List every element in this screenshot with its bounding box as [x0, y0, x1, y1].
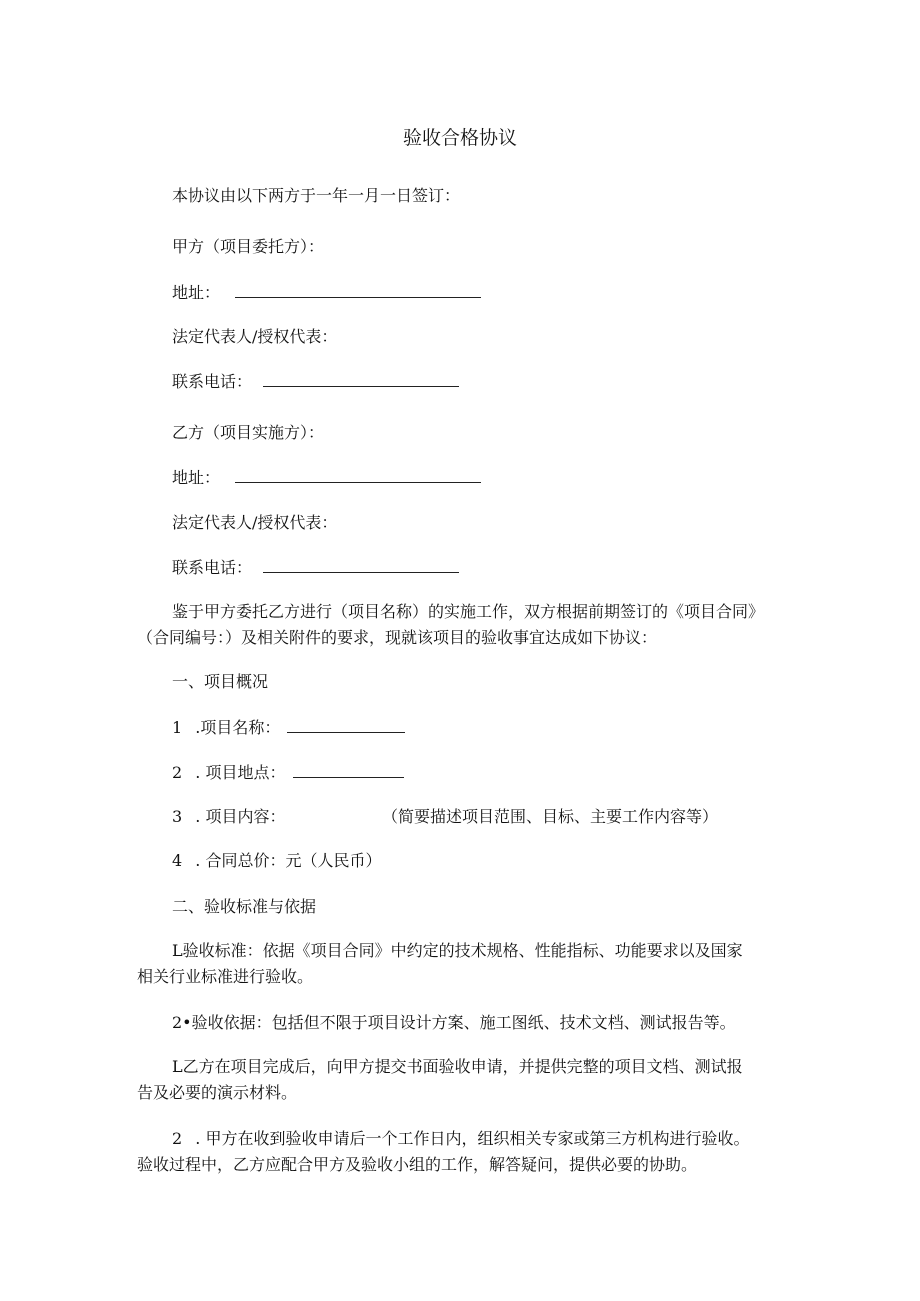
standard-line-1: L验收标准：依据《项目合同》中约定的技术规格、性能指标、功能要求以及国家 — [172, 941, 743, 960]
basis-line: 2•验收依据：包括但不限于项目设计方案、施工图纸、技术文档、测试报告等。 — [172, 1013, 736, 1032]
project-name-blank[interactable] — [287, 718, 405, 733]
item-1-number: 1 — [172, 718, 183, 737]
section-1-heading: 一、项目概况 — [172, 672, 269, 691]
party-b-phone-label: 联系电话： — [172, 558, 253, 577]
party-a-phone-blank[interactable] — [263, 372, 459, 387]
party-a-address-blank[interactable] — [235, 283, 481, 298]
preamble-line-1: 鉴于甲方委托乙方进行（项目名称）的实施工作，双方根据前期签订的《项目合同》 — [172, 602, 765, 621]
contract-price-line — [172, 850, 381, 872]
item-3-number: 3 — [172, 807, 183, 826]
item-2-number: 2 — [172, 763, 183, 782]
project-location-blank[interactable] — [293, 763, 404, 778]
party-b-rep-label: 法定代表人/授权代表： — [172, 513, 338, 532]
party-b-label: 乙方（项目实施方）： — [172, 423, 325, 442]
item-1-label: .项目名称： — [195, 718, 281, 737]
intro-text: 本协议由以下两方于一年一月一日签订： — [172, 186, 461, 205]
preamble-line-2: （合同编号：）及相关附件的要求，现就该项目的验收事宜达成如下协议： — [137, 628, 658, 647]
section-2-heading: 二、验收标准与依据 — [172, 897, 317, 916]
project-location-line — [172, 762, 404, 784]
procedure-1-line-2: 告及必要的演示材料。 — [137, 1083, 298, 1102]
project-name-line — [172, 717, 405, 739]
project-content-line — [172, 806, 285, 828]
party-a-label: 甲方（项目委托方）： — [172, 237, 325, 256]
party-a-phone-line — [172, 371, 459, 393]
party-a-address-label: 地址： — [172, 283, 221, 302]
party-b-address-label: 地址： — [172, 468, 221, 487]
party-a-rep-label: 法定代表人/授权代表： — [172, 327, 338, 346]
item-4-label: . 合同总价：元（人民币） — [195, 851, 382, 870]
item-3-label: . 项目内容： — [195, 807, 286, 826]
party-a-phone-label: 联系电话： — [172, 372, 253, 391]
party-b-address-line — [172, 467, 481, 489]
procedure-2-number: 2 — [172, 1129, 183, 1148]
procedure-2-line-2: 验收过程中，乙方应配合甲方及验收小组的工作，解答疑问，提供必要的协助。 — [137, 1155, 698, 1174]
party-b-address-blank[interactable] — [235, 468, 481, 483]
standard-line-2: 相关行业标准进行验收。 — [137, 967, 314, 986]
project-content-note: （简要描述项目范围、目标、主要工作内容等） — [382, 807, 719, 826]
item-4-number: 4 — [172, 851, 183, 870]
procedure-1-line-1: L乙方在项目完成后，向甲方提交书面验收申请，并提供完整的项目文档、测试报 — [172, 1057, 743, 1076]
procedure-2-text: . 甲方在收到验收申请后一个工作日内，组织相关专家或第三方机构进行验收。 — [195, 1129, 750, 1148]
party-b-phone-blank[interactable] — [263, 558, 459, 573]
party-b-phone-line — [172, 557, 459, 579]
document-title: 验收合格协议 — [402, 127, 517, 149]
item-2-label: . 项目地点： — [195, 763, 286, 782]
procedure-2-line-1 — [172, 1128, 749, 1150]
party-a-address-line — [172, 282, 481, 304]
